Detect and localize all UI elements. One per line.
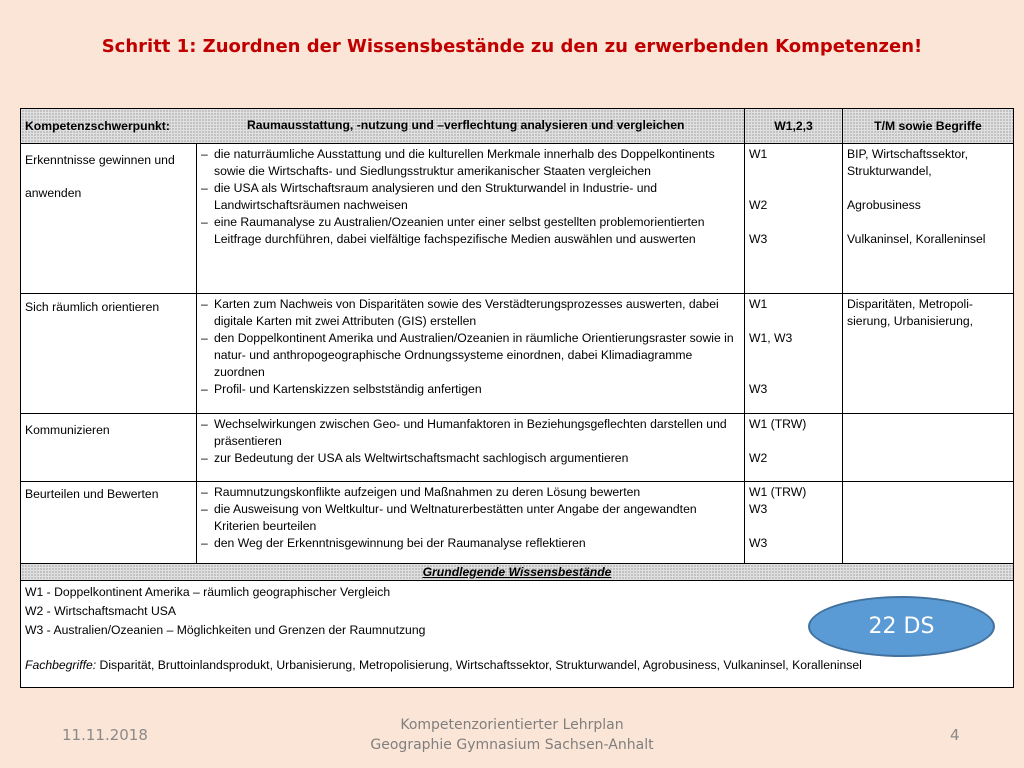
list-item: – die naturräumliche Ausstattung und die kulturellen Merkmale innerhalb des Doppelkontinents sowie die Wirtschafts- und Siedlungsstruktur amerikanischer Staaten vergleichen [201, 147, 715, 178]
table-row [21, 294, 1014, 414]
table-row [21, 414, 1014, 482]
wissen-item: W1 - Doppelkontinent Amerika – räumlich geographischer Vergleich [25, 585, 391, 599]
row-terms [843, 482, 1014, 564]
list-item: – Profil- und Kartenskizzen selbstständig anfertigen [201, 382, 482, 396]
list-item: – Raumnutzungskonflikte aufzeigen und Maßnahmen zu deren Lösung bewerten [201, 485, 641, 499]
row-w: W1 W1, W3 W3 [745, 294, 843, 414]
wissen-item: W2 - Wirtschaftsmacht USA [25, 604, 177, 618]
list-item: – Wechselwirkungen zwischen Geo- und Humanfaktoren in Beziehungsgeflechten darstellen und präsentieren [201, 417, 727, 448]
table-row [21, 144, 1014, 294]
row-w: W1 (TRW) W3 W3 [745, 482, 843, 564]
row-terms [843, 414, 1014, 482]
wissen-item: W3 - Australien/Ozeanien – Möglichkeiten und Grenzen der Raumnutzung [25, 623, 426, 637]
page-number: 4 [950, 726, 960, 744]
header-w: W1,2,3 [745, 109, 843, 144]
list-item: – die USA als Wirtschaftsraum analysieren und den Strukturwandel in Industrie- und Landwirtschaftsräumen nachweisen [201, 181, 658, 212]
row-items [197, 144, 745, 294]
row-terms: Disparitäten, Metropoli-sierung, Urbanisierung, [843, 294, 1014, 414]
header-terms: T/M sowie Begriffe [843, 109, 1014, 144]
fachbegriffe-label: Fachbegriffe: [25, 658, 97, 672]
wissen-header-row [21, 564, 1014, 581]
fachbegriffe [25, 657, 1009, 674]
wissen-header: Grundlegende Wissensbestände [21, 564, 1014, 581]
ds-badge: 22 DS [808, 596, 995, 657]
header-kompetenzschwerpunkt [21, 109, 745, 144]
row-items [197, 482, 745, 564]
list-item: – den Weg der Erkenntnisgewinnung bei der Raumanalyse reflektieren [201, 536, 586, 550]
list-item: – eine Raumanalyse zu Australien/Ozeanien unter einer selbst gestellten problemorientierten Leitfrage durchführen, dabei vielfältige fachspezifische Medien auswählen und auswerten [201, 215, 705, 246]
row-label: Erkenntnisse gewinnen und anwenden [21, 144, 197, 294]
slide-title: Schritt 1: Zuordnen der Wissensbestände zu den zu erwerbenden Kompetenzen! [101, 36, 923, 57]
row-label: Beurteilen und Bewerten [21, 482, 197, 564]
row-terms: BIP, Wirtschaftssektor, Strukturwandel, Agrobusiness Vulkaninsel, Koralleninsel [843, 144, 1014, 294]
row-items [197, 294, 745, 414]
list-item: – zur Bedeutung der USA als Weltwirtschaftsmacht sachlogisch argumentieren [201, 451, 629, 465]
footer-date: 11.11.2018 [62, 726, 148, 744]
header-focus-value: Raumausstattung, -nutzung und –verflechtung analysieren und vergleichen [247, 117, 685, 132]
row-label: Sich räumlich orientieren [21, 294, 197, 414]
fachbegriffe-text: Disparität, Bruttoinlandsprodukt, Urbanisierung, Metropolisierung, Wirtschaftssektor, Strukturwandel, Agrobusiness, Vulkaninsel, Koralleninsel [99, 658, 862, 672]
footer-line-2: Geographie Gymnasium Sachsen-Anhalt [370, 737, 654, 753]
header-label: Kompetenzschwerpunkt: [25, 118, 170, 133]
list-item: – den Doppelkontinent Amerika und Australien/Ozeanien in räumliche Orientierungsraster sowie in natur- und anthropogeographische Ordnungssysteme einordnen, dabei Klimadiagramme zuordnen [201, 331, 734, 379]
table-header-row [21, 109, 1014, 144]
row-w: W1 (TRW) W2 [745, 414, 843, 482]
footer-center [312, 715, 712, 755]
list-item: – Karten zum Nachweis von Disparitäten sowie des Verstädterungsprozesses auswerten, dabei digitale Karten mit zwei Attributen (GIS) erstellen [201, 297, 719, 328]
row-label: Kommunizieren [21, 414, 197, 482]
row-items [197, 414, 745, 482]
list-item: – die Ausweisung von Weltkultur- und Weltnaturerbestätten unter Angabe der angewandten Kriterien beurteilen [201, 502, 697, 533]
table-row [21, 482, 1014, 564]
row-w: W1 W2 W3 [745, 144, 843, 294]
footer-line-1: Kompetenzorientierter Lehrplan [400, 717, 624, 733]
